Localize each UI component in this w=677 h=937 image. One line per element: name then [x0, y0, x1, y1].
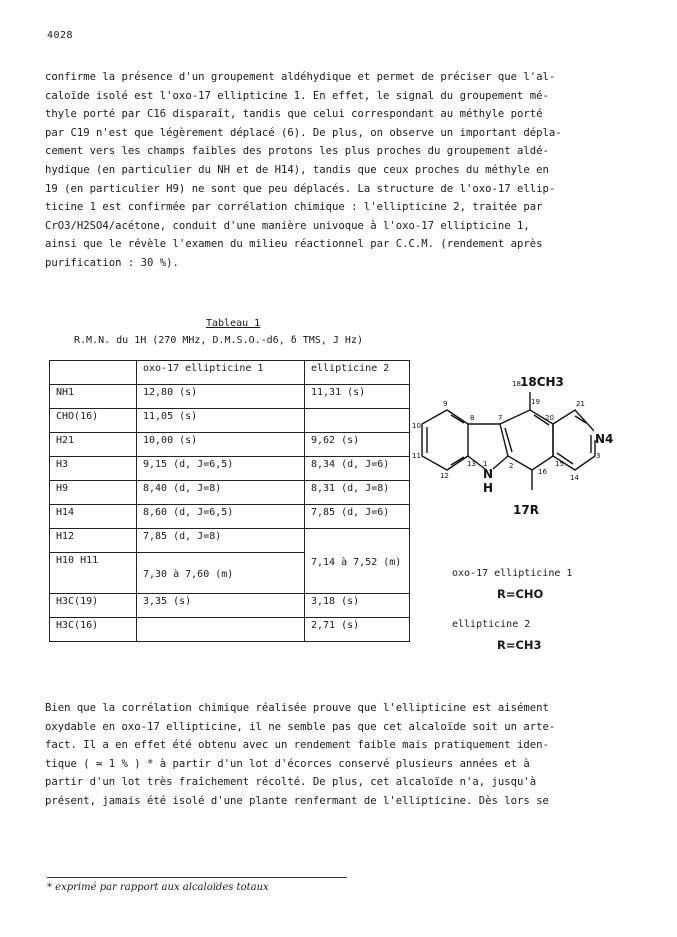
proton-label: H3C(16) [50, 618, 137, 642]
shift-ellipticine: 9,62 (s) [305, 433, 410, 457]
proton-label: NH1 [50, 385, 137, 409]
atom-number: 7 [498, 414, 503, 422]
shift-oxo: 8,40 (d, J=8) [137, 481, 305, 505]
ellipticine-structure [410, 352, 625, 522]
legend-compound-1-r: R=CHO [497, 587, 544, 601]
paragraph-2 [45, 699, 635, 811]
shift-oxo: 10,00 (s) [137, 433, 305, 457]
table-row [50, 409, 410, 433]
table-row [50, 481, 410, 505]
header-cell: ellipticine 2 [305, 361, 410, 385]
text-line: thyle porté par C16 disparaît, tandis que celui correspondant au méthyle porté [45, 108, 543, 121]
proton-label: H3 [50, 457, 137, 481]
shift-ellipticine: 11,31 (s) [305, 385, 410, 409]
proton-label: H14 [50, 505, 137, 529]
shift-ellipticine: 8,31 (d, J=8) [305, 481, 410, 505]
text-line: ainsi que le révèle l'examen du milieu réactionnel par C.C.M. (rendement après [45, 238, 543, 251]
text-line: confirme la présence d'un groupement aldéhydique et permet de préciser que l'al- [45, 71, 556, 83]
atom-number: 3 [596, 452, 601, 460]
atom-number: 1 [483, 460, 488, 468]
shift-oxo: 7,85 (d, J=8) [137, 529, 305, 553]
text-line: cement vers les champs faibles des protons les plus proches du groupement aldé- [45, 145, 549, 158]
table-row [50, 529, 410, 553]
table-row [50, 433, 410, 457]
table-subtitle: R.M.N. du 1H (270 MHz, D.M.S.O.-d6, δ TMS, J Hz) [74, 335, 363, 346]
text-line: oxydable en oxo-17 ellipticine, il ne semble pas que cet alcaloïde soit un arte- [45, 720, 556, 733]
ch3-label: 18CH3 [520, 375, 564, 389]
shift-oxo [137, 618, 305, 642]
legend-compound-2: ellipticine 2 [452, 619, 531, 630]
atom-number: 13 [467, 460, 476, 468]
page-number: 4028 [47, 30, 74, 41]
shift-ellipticine: 8,34 (d, J=6) [305, 457, 410, 481]
proton-label: CHO(16) [50, 409, 137, 433]
shift-oxo: 12,80 (s) [137, 385, 305, 409]
shift-ellipticine: 7,14 à 7,52 (m) [305, 529, 410, 594]
proton-label: H3C(19) [50, 594, 137, 618]
text-line: 19 (en particulier H9) ne sont que peu déplacés. La structure de l'oxo-17 ellip- [45, 182, 556, 195]
shift-oxo: 8,60 (d, J=6,5) [137, 505, 305, 529]
atom-number: 15 [555, 460, 564, 468]
proton-label: H21 [50, 433, 137, 457]
atom-18-label: 18 [512, 380, 521, 388]
atom-number: 8 [470, 414, 475, 422]
text-line: partir d'un lot très fraîchement récolté. De plus, cet alcaloïde n'a, jusqu'à [45, 776, 537, 789]
shift-oxo: 11,05 (s) [137, 409, 305, 433]
table-header-row [50, 361, 410, 385]
text-line: Bien que la corrélation chimique réalisée prouve que l'ellipticine est aisément [45, 702, 549, 714]
legend-compound-2-r: R=CH3 [497, 638, 542, 652]
shift-oxo: 7,30 à 7,60 (m) [137, 553, 305, 594]
header-cell: oxo-17 ellipticine 1 [137, 361, 305, 385]
header-cell [50, 361, 137, 385]
table-row [50, 594, 410, 618]
shift-oxo: 9,15 (d, J=6,5) [137, 457, 305, 481]
atom-number: 10 [412, 422, 421, 430]
atom-number: 20 [545, 414, 554, 422]
text-line: hydique (en particulier du NH et de H14), tandis que ceux proches du méthyle en [45, 163, 549, 176]
atom-number: 16 [538, 468, 547, 476]
shift-ellipticine: 2,71 (s) [305, 618, 410, 642]
text-line: tique ( ≃ 1 % ) * à partir d'un lot d'écorces conservé plusieurs années et à [45, 757, 530, 770]
shift-ellipticine [305, 409, 410, 433]
text-line: caloïde isolé est l'oxo-17 ellipticine 1. En effet, le signal du groupement mé- [45, 89, 549, 102]
n4-label: N4 [595, 432, 614, 446]
proton-label: H9 [50, 481, 137, 505]
table-row [50, 457, 410, 481]
text-line: par C19 n'est que légèrement déplacé (6). De plus, on observe un important dépla- [45, 126, 562, 139]
atom-number: 2 [509, 462, 514, 470]
atom-number: 14 [570, 474, 579, 482]
footnote-divider [47, 877, 347, 878]
shift-oxo: 3,35 (s) [137, 594, 305, 618]
footnote: * exprimé par rapport aux alcaloïdes totaux [47, 882, 269, 893]
text-line: purification : 30 %). [45, 256, 179, 269]
text-line: ticine 1 est confirmée par corrélation chimique : l'ellipticine 2, traitée par [45, 201, 543, 214]
nh-hydrogen-label: H [483, 481, 494, 495]
text-line: CrO3/H2SO4/acétone, conduit d'une manière univoque à l'oxo-17 ellipticine 1, [45, 219, 530, 232]
atom-number: 9 [443, 400, 448, 408]
proton-label: H12 [50, 529, 137, 553]
table-row [50, 385, 410, 409]
atom-number: 21 [576, 400, 585, 408]
shift-ellipticine: 7,85 (d, J=6) [305, 505, 410, 529]
table-title: Tableau 1 [206, 318, 261, 329]
r-substituent-label: 17R [513, 503, 539, 517]
proton-label: H10 H11 [50, 553, 137, 594]
atom-number: 19 [531, 398, 540, 406]
paragraph-1 [45, 68, 635, 273]
legend-compound-1: oxo-17 ellipticine 1 [452, 568, 573, 579]
atom-number: 12 [440, 472, 449, 480]
text-line: présent, jamais été isolé d'une plante renfermant de l'ellipticine. Dès lors se [45, 794, 549, 807]
table-row [50, 505, 410, 529]
nh-nitrogen-label: N [483, 467, 494, 481]
shift-ellipticine: 3,18 (s) [305, 594, 410, 618]
atom-number: 11 [412, 452, 421, 460]
text-line: fact. Il a en effet été obtenu avec un rendement faible mais pratiquement iden- [45, 739, 549, 752]
nmr-table [49, 360, 410, 642]
table-row [50, 618, 410, 642]
